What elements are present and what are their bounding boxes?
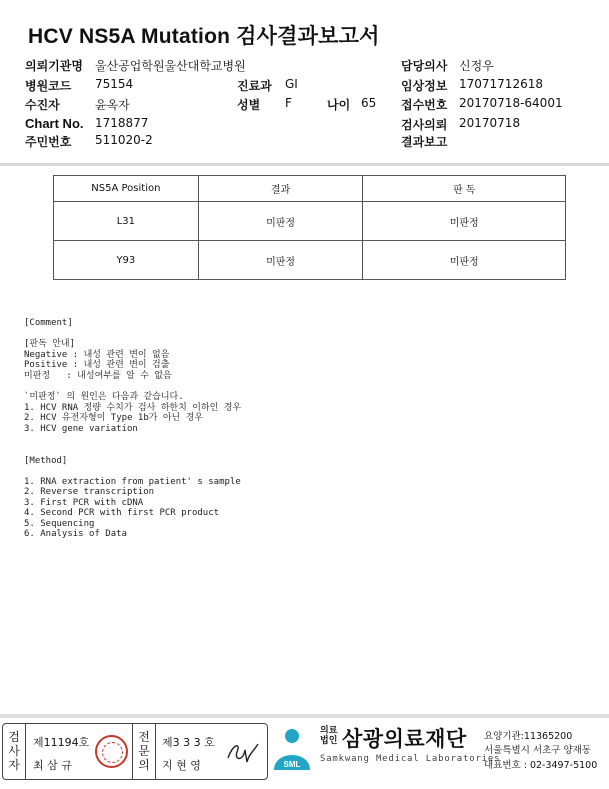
table-header-row	[54, 176, 566, 202]
logo-text: SML	[283, 760, 301, 769]
method-step: 2. Reverse transcription	[24, 487, 155, 497]
table-row	[54, 241, 566, 280]
clinical-info-label: 임상정보	[401, 79, 448, 93]
org-english-name: Samkwang Medical Laboratories	[320, 754, 501, 764]
column-header: 결과	[198, 176, 363, 202]
care-code: 요양기관:11365200	[484, 731, 573, 742]
table-row	[54, 202, 566, 241]
column-header: NS5A Position	[54, 176, 199, 202]
receipt-no-value: 20170718-64001	[459, 96, 563, 110]
divider	[155, 724, 156, 779]
chart-no-label: Chart No.	[25, 116, 84, 131]
result-report-label: 결과보고	[401, 135, 448, 149]
receipt-no-label: 접수번호	[401, 98, 448, 112]
inspector-label: 검사자	[8, 730, 20, 772]
report-title: HCV NS5A Mutation 검사결과보고서	[28, 25, 380, 48]
method-step: 3. First PCR with cDNA	[24, 498, 144, 508]
address: 서울특별시 서초구 양재동	[484, 745, 591, 756]
signature-box	[2, 723, 268, 780]
request-date-value: 20170718	[459, 116, 521, 130]
reason-intro: `미판정` 의 원인은 다음과 같습니다.	[24, 392, 184, 402]
table-cell: 미판정	[363, 241, 566, 280]
doctor-label: 담당의사	[401, 59, 448, 73]
guide-line: Positive : 내성 관련 변이 검출	[24, 360, 170, 370]
reason-line: 2. HCV 유전자형이 Type 1b가 아닌 경우	[24, 413, 204, 423]
clinical-info-value: 17071712618	[459, 77, 543, 91]
table-cell: 미판정	[363, 202, 566, 241]
resident-no-value: 511020-2	[95, 133, 153, 147]
divider	[25, 724, 26, 779]
reason-line: 3. HCV gene variation	[24, 424, 138, 434]
divider	[132, 724, 133, 779]
inspector-name: 최 삼 규	[33, 759, 72, 772]
header-divider	[0, 163, 609, 166]
sex-value: F	[285, 96, 292, 110]
hospital-code-value: 75154	[95, 77, 134, 91]
institution-label: 의뢰기관명	[25, 59, 83, 73]
table-cell: Y93	[54, 241, 199, 280]
signature-scribble	[225, 738, 261, 766]
sml-logo-icon	[270, 726, 314, 776]
age-label: 나이	[327, 98, 351, 112]
age-value: 65	[361, 96, 377, 110]
table-cell: L31	[54, 202, 199, 241]
request-date-label: 검사의뢰	[401, 118, 448, 132]
resident-no-label: 주민번호	[25, 135, 72, 149]
red-seal-stamp	[95, 735, 128, 768]
method-step: 1. RNA extraction from patient' s sample	[24, 477, 241, 487]
org-prefix: 의료법인	[320, 726, 338, 746]
table-cell: 미판정	[198, 241, 363, 280]
patient-label: 수진자	[25, 98, 60, 112]
inspector-license: 제11194호	[33, 736, 90, 749]
guide-line: Negative : 내성 관련 변이 없음	[24, 350, 170, 360]
footer	[0, 722, 609, 789]
institution-value: 울산공업학원울산대학교병원	[95, 59, 246, 73]
specialist-license: 제3 3 3 호	[162, 736, 215, 749]
column-header: 판 독	[363, 176, 566, 202]
method-heading: [Method]	[24, 456, 68, 466]
department-value: GI	[285, 77, 298, 91]
sex-label: 성별	[237, 98, 261, 112]
method-step: 6. Analysis of Data	[24, 529, 127, 539]
phone: 대표번호 : 02-3497-5100	[484, 760, 598, 771]
results-table	[53, 175, 566, 280]
guide-heading: [판독 안내]	[24, 339, 76, 349]
table-cell: 미판정	[198, 202, 363, 241]
specialist-name: 지 현 영	[162, 759, 201, 772]
reason-line: 1. HCV RNA 정량 수치가 검사 하한치 이하인 경우	[24, 403, 242, 413]
guide-line: 미판정 : 내성여부를 알 수 없음	[24, 371, 172, 381]
comment-heading: [Comment]	[24, 318, 73, 328]
patient-value: 윤옥자	[95, 98, 130, 112]
org-name: 삼광의료재단	[342, 727, 467, 751]
department-label: 진료과	[237, 79, 272, 93]
doctor-value: 신정우	[459, 59, 494, 73]
chart-no-value: 1718877	[95, 116, 149, 130]
method-step: 5. Sequencing	[24, 519, 95, 529]
hospital-code-label: 병원코드	[25, 79, 72, 93]
method-step: 4. Second PCR with first PCR product	[24, 508, 220, 518]
footer-divider	[0, 714, 609, 718]
specialist-label: 전문의	[138, 730, 150, 772]
